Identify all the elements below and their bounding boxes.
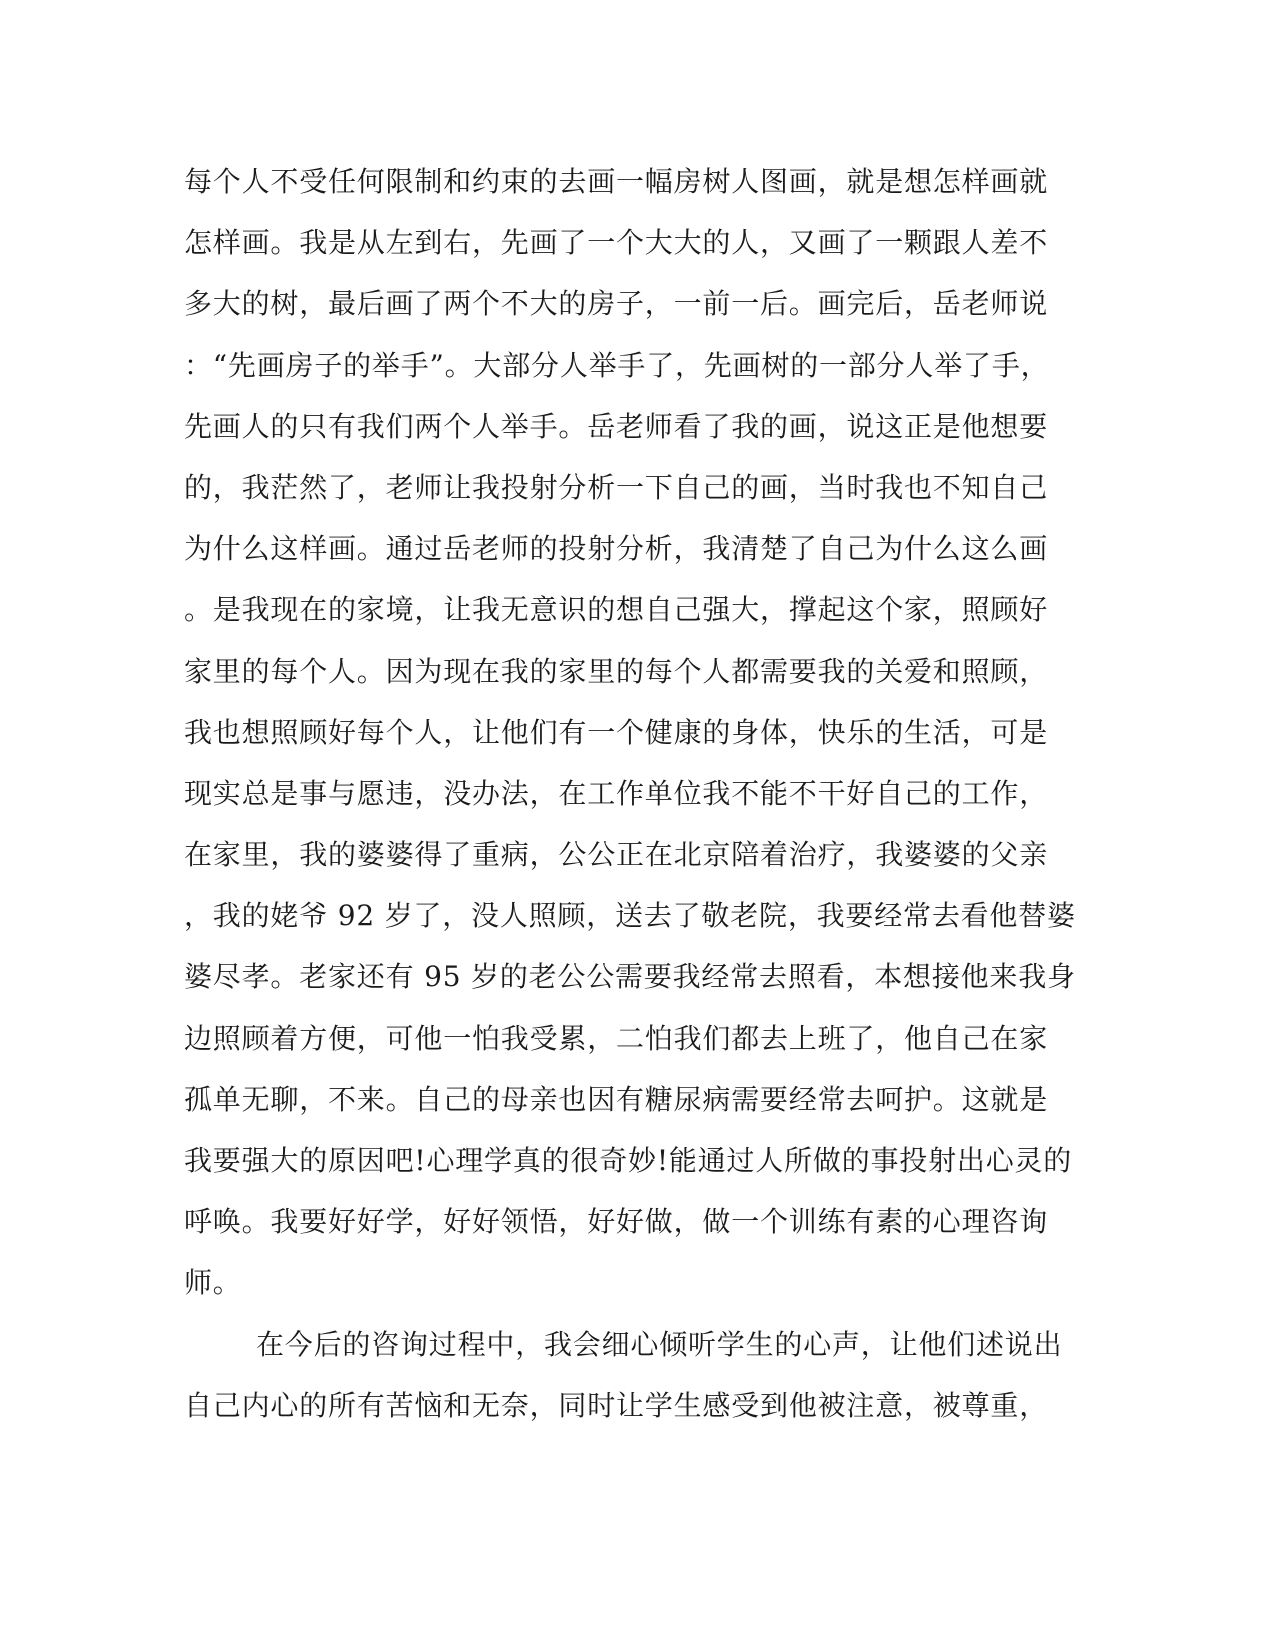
text-line: 边照顾着方便，可他一怕我受累，二怕我们都去上班了，他自己在家 [184,1021,1049,1055]
text-line: ：“先画房子的举手”。大部分人举手了，先画树的一部分人举了手， [184,348,1050,382]
text-line: 孤单无聊，不来。自己的母亲也因有糖尿病需要经常去呵护。这就是 [184,1082,1049,1116]
text-line: 先画人的只有我们两个人举手。岳老师看了我的画，说这正是他想要 [184,409,1049,443]
text-line: 现实总是事与愿违，没办法，在工作单位我不能不干好自己的工作， [184,776,1049,810]
text-line: 的，我茫然了，老师让我投射分析一下自己的画，当时我也不知自己 [184,470,1049,504]
text-line: 为什么这样画。通过岳老师的投射分析，我清楚了自己为什么这么画 [184,532,1049,566]
paragraph-first-line: 在今后的咨询过程中，我会细心倾听学生的心声，让他们述说出 [256,1327,1063,1361]
text-line: 在家里，我的婆婆得了重病，公公正在北京陪着治疗，我婆婆的父亲 [184,838,1049,872]
text-line: 呼唤。我要好好学，好好领悟，好好做，做一个训练有素的心理咨询 [184,1205,1049,1239]
text-line: 怎样画。我是从左到右，先画了一个大大的人，又画了一颗跟人差不 [184,226,1049,260]
text-line: 家里的每个人。因为现在我的家里的每个人都需要我的关爱和照顾， [184,654,1049,688]
text-line: 婆尽孝。老家还有 95 岁的老公公需要我经常去照看，本想接他来我身 [184,960,1076,994]
text-line: 。是我现在的家境，让我无意识的想自己强大，撑起这个家，照顾好 [184,593,1049,627]
text-line: 每个人不受任何限制和约束的去画一幅房树人图画，就是想怎样画就 [184,165,1049,198]
body-text [184,162,1076,1447]
text-line: 师。 [184,1266,242,1300]
text-line: 我要强大的原因吧!心理学真的很奇妙!能通过人所做的事投射出心灵的 [184,1144,1073,1177]
text-line: 我也想照顾好每个人，让他们有一个健康的身体，快乐的生活，可是 [184,715,1049,749]
text-line: 自己内心的所有苦恼和无奈，同时让学生感受到他被注意，被尊重， [184,1388,1049,1422]
text-line: ，我的姥爷 92 岁了，没人照顾，送去了敬老院，我要经常去看他替婆 [184,899,1076,933]
text-line: 多大的树，最后画了两个不大的房子，一前一后。画完后，岳老师说 [184,287,1049,321]
